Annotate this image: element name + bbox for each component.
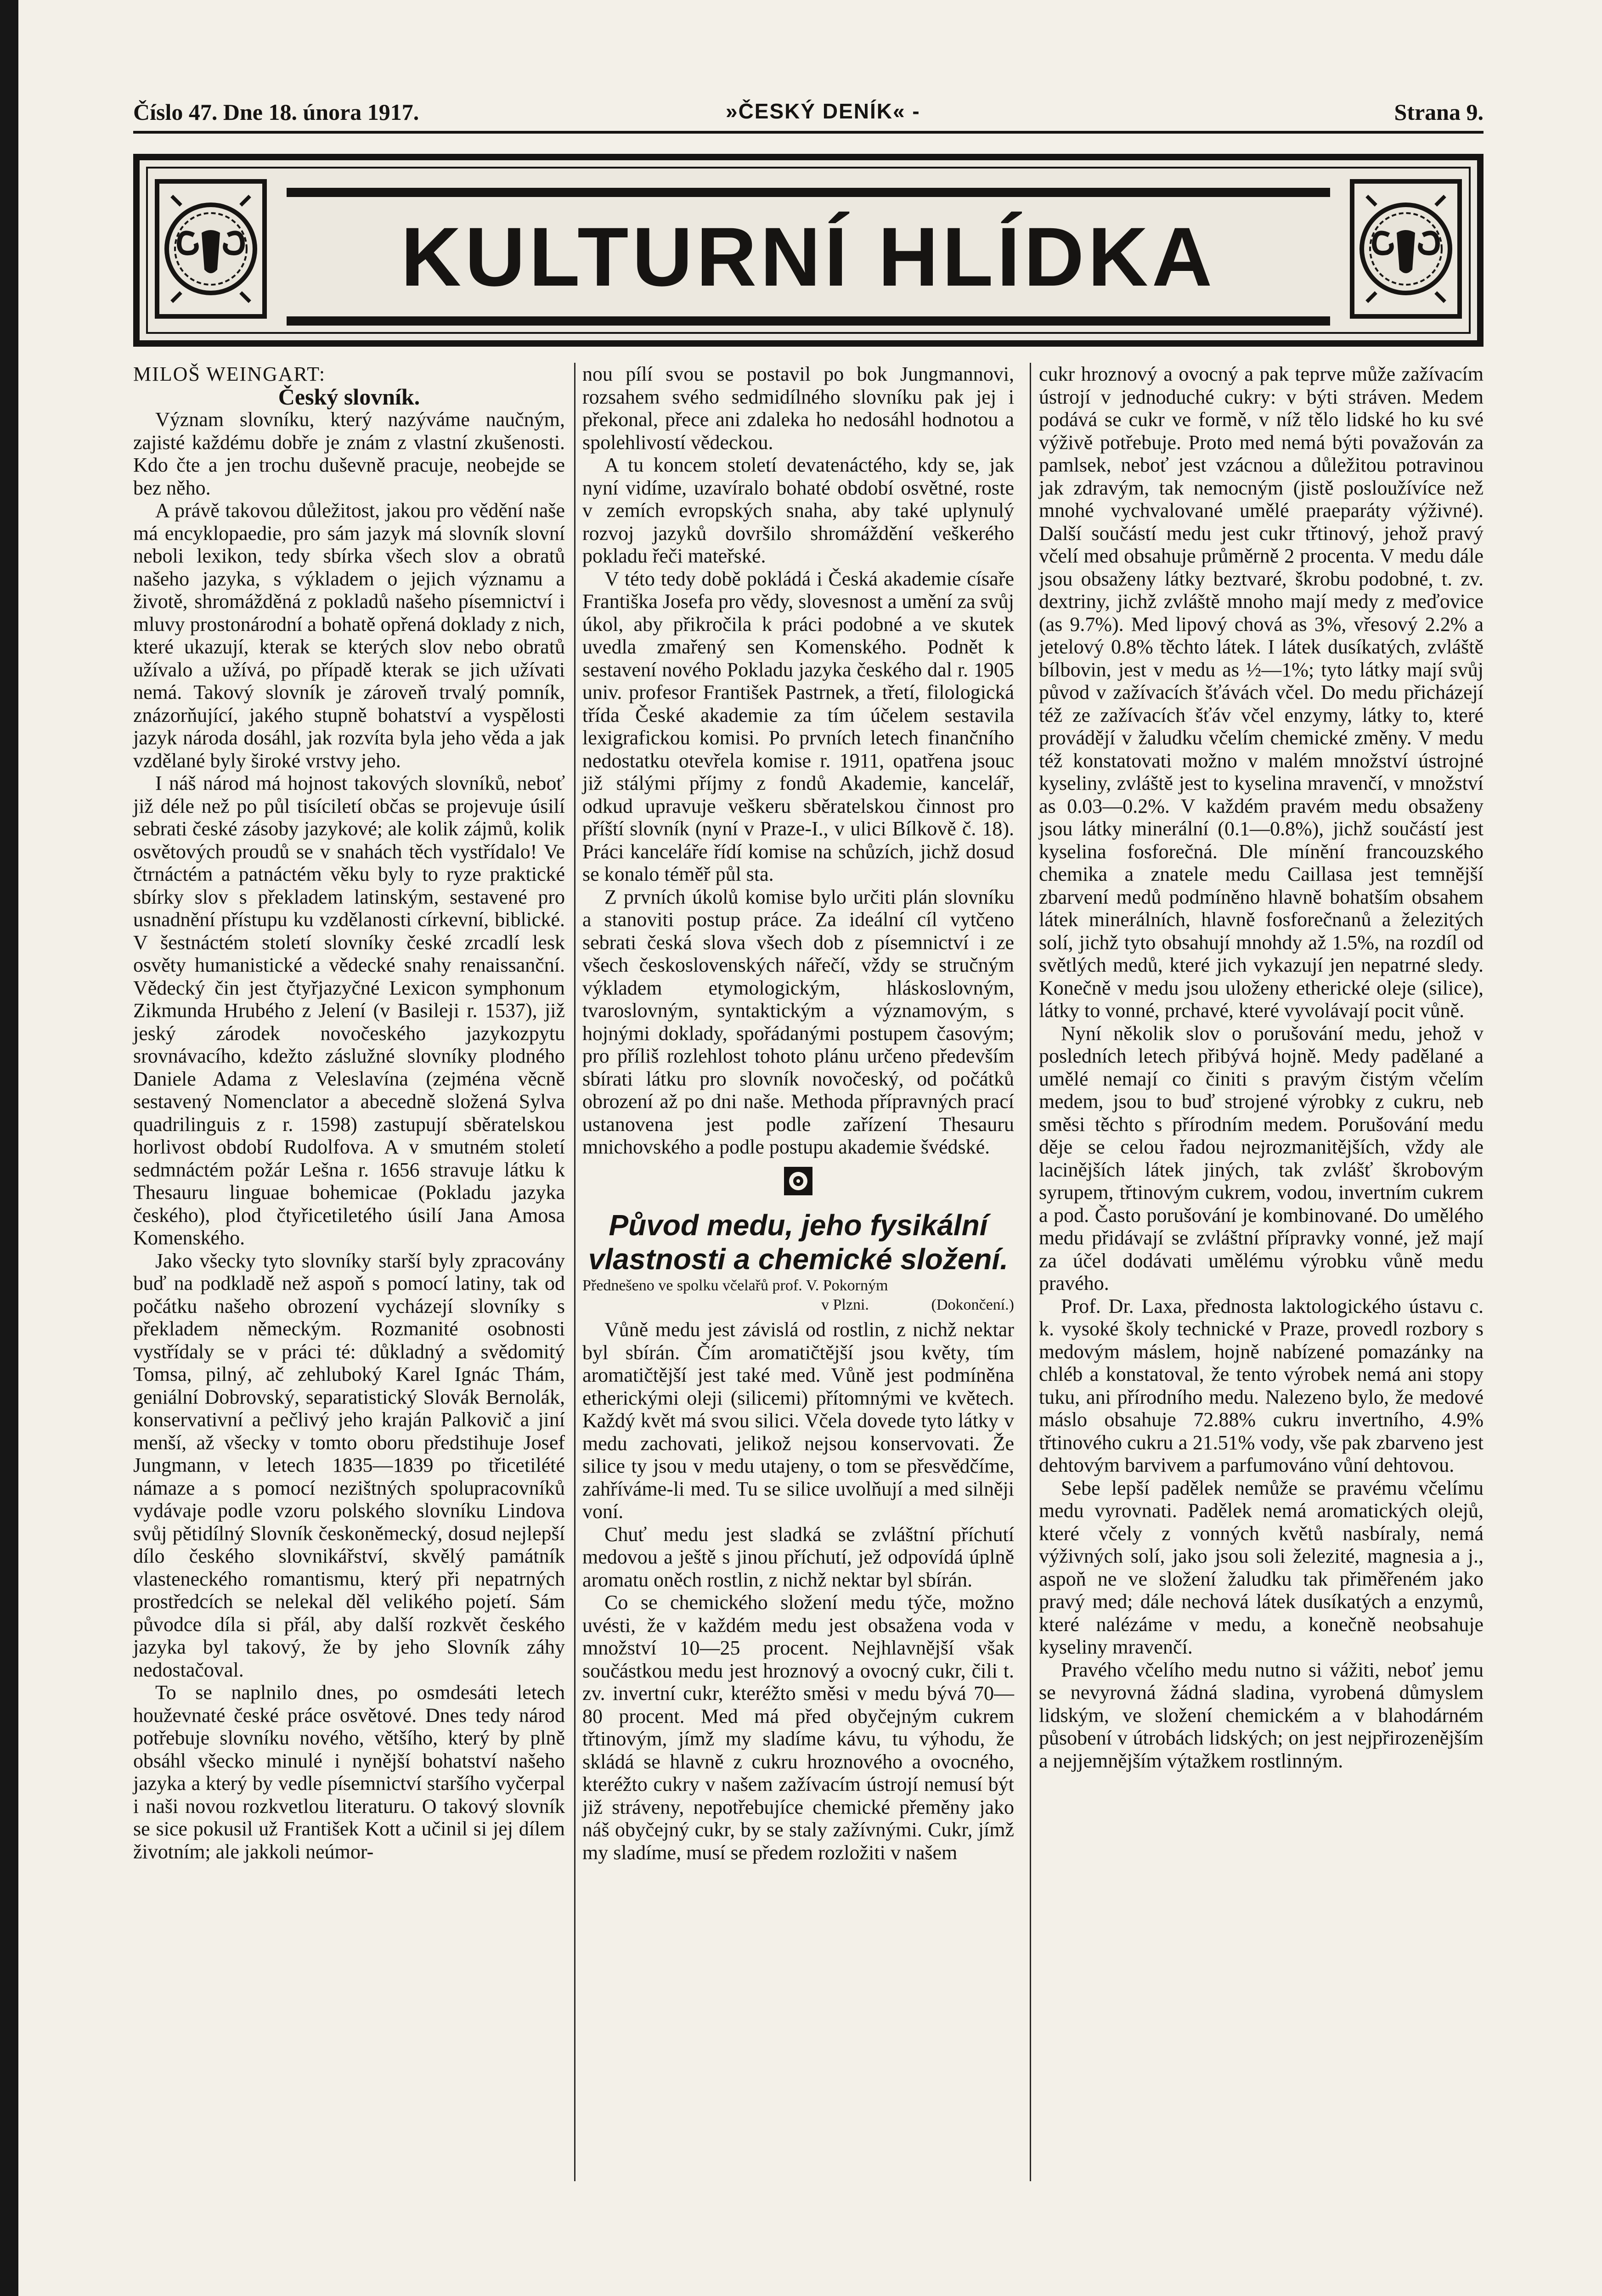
banner-title-band [287,188,1330,326]
article-paragraph: Sebe lepší padělek nemůže se pravému včelímu medu vyrovnati. Padělek nemá aromatických olejů, které včely z vonných květů nasbíraly, nemá výživných solí, jako jsou soli železité, magnesia a j., aspoň ne ve složení žaludku tak přiměřeném jako pravý med; dále nechová látek dusíkatých a enzymů, které nalézáme v medu, a konečně neobsahuje kyseliny mravenčí. [1039,1476,1484,1658]
article-paragraph: Co se chemického složení medu týče, možno uvésti, že v každém medu jest obsažena voda v množství 10—25 procent. Nejhlavnější však součástkou medu jest hroznový a ovocný cukr, čili t. zv. invertní cukr, kteréžto směsi v medu bývá 70—80 procent. Med má před obyčejným cukrem třtinovým, jímž my sladíme kávu, tu výhodu, že skládá se hlavně z cukru hroznového a ovocného, kteréžto cukry v našem zažívacím ústrojí nemusí být již stráveny, nepotřebujíce chemické přeměny jako náš obyčejný cukr, by se staly zažívnými. Cukr, jímž my sladíme, musí se předem rozložiti v našem [582,1591,1014,1864]
page-header [133,94,1484,131]
section-banner [133,154,1484,347]
column-3 [1039,363,1484,1772]
page-number: Strana 9. [1394,99,1484,125]
article-paragraph: Vůně medu jest závislá od rostlin, z nichž nektar byl sbírán. Čím aromatičtější jsou květy, tím aromatičtější jest také med. Vůně jest podmíněna etherickými oleji (silicemi) přítomnými ve květech. Každý květ má svou silici. Včela dovede tyto látky v medu zachovati, jelikož nejsou konservovati. Že silice ty jsou v medu utajeny, o tom se přesvědčíme, zahříváme-li med. Tu se silice uvolňují a med silněji voní. [582,1318,1014,1523]
square-ornament-icon [782,1165,814,1197]
ram-emblem-icon [153,178,268,320]
article-paragraph: Prof. Dr. Laxa, přednosta laktologického ústavu c. k. vysoké školy technické v Praze, provedl rozbory s medovým máslem, hojně nabízené pomazánky na chléb a konstatoval, že tento výrobek nemá ani stopy tuku, ani přírodního medu. Nalezeno bylo, že medové máslo obsahuje 72.88% cukru invertního, 4.9% třtinového cukru a 21.51% vody, vše pak zbarveno jest dehtovým barvivem a parfumováno vůní dehtovou. [1039,1294,1484,1476]
ram-emblem-icon [1348,178,1463,320]
continuation-note: (Dokončení.) [931,1296,1014,1313]
article-paragraph: A tu koncem století devatenáctého, kdy se, jak nyní vidíme, uzavíralo bohaté období osvětné, roste v zemích evropských snaha, aby také uplynulý rozvoj jazyků dovršilo shromáždění veškerého pokladu řeči mateřské. [582,454,1014,567]
article-paragraph: Pravého včelího medu nutno si vážiti, neboť jemu se nevyrovná žádná sladina, vyrobená důmyslem lidským, ve složení chemickém a v blahodárném působení v útrobách lidských; on jest nejpřirozenějším a nejjemnějším výtažkem rostlinným. [1039,1658,1484,1772]
article-paragraph: To se naplnilo dnes, po osmdesáti letech houževnaté české práce osvětové. Dnes tedy národ potřebuje slovníku nového, většího, který by plně obsáhl všecko minulé i nynější bohatství našeho jazyka a který by vedle písemnictví staršího vyčerpal i naši novou rozkvetlou literaturu. O takový slovník se sice pokusil už František Kott a učinil si jej dílem životním; ale jakkoli neúmor- [133,1681,565,1863]
issue-date: Číslo 47. Dne 18. února 1917. [133,99,419,125]
column-1 [133,363,565,1863]
lecture-line: Přednešeno ve spolku včelařů prof. V. Pokorným [582,1277,888,1294]
article-paragraph: cukr hroznový a ovocný a pak teprve může zažívacím ústrojí v jednoduché cukry: v býti stráven. Medem podává se cukr ve formě, v níž tělo lidské ho ku své výživě potřebuje. Proto med nemá býti považován za pamlsek, neboť jest vzácnou a důležitou potravinou jak zdravým, tak nemocným (jistě posloužívíce než mnohé vychvalované umělé praeparáty výživné). Další součástí medu jest cukr třtinový, jehož pravý včelí med obsahuje průměrně 2 procenta. V medu dále jsou obsaženy látky beztvaré, škrobu podobné, t. zv. dextriny, jichž zvláště mnoho mají medy z meďovice (as 9.7%). Med lipový chová as 3%, vřesový 2.2% a jetelový 0.8% těchto látek. I látek dusíkatých, zvláště bílbovin, jest v medu as ½—1%; tyto látky mají svůj původ v zažívacích šťávách včel. Do medu přicházejí též ze zažívacích šťáv včel enzymy, látky to, které provádějí v žaludku včelím chemické změny. V medu též konstatovati možno v malém množství ústrojné kyseliny, zvláště jest to kyselina mravenčí, v množství as 0.03—0.2%. V každém pravém medu obsaženy jsou látky minerální (0.1—0.8%), jichž součástí jest kyselina fosforečná. Dle mínění francouzského chemika a znatele medu Caillasa jest temnější zbarvení medů podmíněno hlavně bohatším obsahem látek minerálních, hlavně fosforečnanů a železitých solí, jichž tyto obsahují mnohdy až 1.5%, na rozdíl od světlých medů, které jich vykazují jen nepatrné sledy. Konečně v medu jsou uloženy etherické oleje (silice), látky to vonné, prchavé, které vyvolávají pocit vůně. [1039,363,1484,1022]
column-rule [574,363,575,2181]
column-rule [1030,363,1031,2181]
article-paragraph: Z prvních úkolů komise bylo určiti plán slovníku a stanoviti postup práce. Za ideální cíl vytčeno sebrati česká slova všech dob z písemnictví i ze všech československých nářečí, vždy se stručným výkladem etymologickým, hláskoslovným, tvaroslovným, syntaktickým a významovým, s hojnými doklady, spořádanými postupem časovým; pro příliš rozlehlost tohoto plánu určeno především sbírati látku pro slovník novočeský, od počátků obrození až po dni naše. Methoda přípravných prací ustanovena jest podle zařízení Thesauru mnichovského a podle postupu akademie švédské. [582,885,1014,1158]
article-paragraph: Chuť medu jest sladká se zvláštní příchutí medovou a ještě s jinou příchutí, jež odpovídá úplně aromatu oněch rostlin, z nichž nektar byl sbírán. [582,1523,1014,1591]
section-ornament [582,1165,1014,1202]
scan-edge [0,0,18,2296]
lecture-note [582,1276,1014,1315]
section-title: KULTURNÍ HLÍDKA [400,210,1216,304]
article-paragraph: nou pílí svou se postavil po bok Jungmannovi, rozsahem svého sedmidílného slovníku pak jej i překonal, přece ani zdaleka ho nedosáhl hodnotou a spolehlivostí vědeckou. [582,363,1014,454]
article-paragraph: V této tedy době pokládá i Česká akademie císaře Františka Josefa pro vědy, slovesnost a umění za svůj úkol, aby přikročila k práci podobné a ve skutek uvedla zmařený sen Komenského. Podnět k sestavení nového Pokladu jazyka českého dal r. 1905 univ. profesor František Pastrnek, a třetí, filologická třída České akademie za tím účelem sestavila lexigrafickou komisi. Po prvních letech finančního nedostatku otevřela komise r. 1911, opatřena jsouc již stálými příjmy z fondů Akademie, kancelář, odkud upravuje veškeru sběratelskou činnost pro příští slovník (nyní v Praze-I., v ulici Bílkově č. 18). Práci kanceláře řídí komise na schůzích, jichž dosud se konalo téměř půl sta. [582,567,1014,885]
column-2 [582,363,1014,1864]
article-title: Český slovník. [278,383,420,410]
article-paragraph: Jako všecky tyto slovníky starší byly zpracovány buď na podkladě než aspoň s pomocí latiny, tak od počátku našeho obrození vycházejí slovníky s překladem německým. Rozmanité osobnosti vystřídaly se v práci té: důkladný a svědomitý Tomsa, pilný, ač zehluboký Karel Ignác Thám, geniální Dobrovský, separatistický Slovák Bernolák, konservativní a pečlivý jeho kraján Palkovič a jiní menší, až všecky v tomto oboru předstihuje Josef Jungmann, v letech 1835—1839 po třicetilété námaze a s pomocí nezištných spolupracovníků vydávaje podle vzoru polského slovníku Lindova svůj pětidílný Slovník českoněmecký, dosud nejlepší dílo českého slovnikářství, skvělý památník vlasteneckého romantismu, který při nepatrných prostředcích se nelekal děl velikého pojetí. Sám původce díla si přál, aby další rozkvět českého jazyka byl takový, že by jeho Slovník záhy nedostačoval. [133,1249,565,1681]
article-paragraph: Význam slovníku, který nazýváme naučným, zajisté každému dobře je znám z vlastní zkušenosti. Kdo čte a jen trochu duševně pracuje, neobejde se bez něho. [133,408,565,499]
article-title: Původ medu, jeho fysikální vlastnosti a chemické složení. [588,1209,1009,1276]
newspaper-name: »ČESKÝ DENÍK« - [726,99,920,123]
lecture-place: v Plzni. [821,1296,869,1313]
article-byline: MILOŠ WEINGART: [133,363,326,385]
header-rule [133,131,1484,134]
article-paragraph: I náš národ má hojnost takových slovníků, neboť již déle než po půl tisíciletí občas se projevuje úsilí sebrati české zásoby jazykové; ale kolik zájmů, kolik osvětových proudů se v snahách těch vystřídalo! Ve čtrnáctém a patnáctém věku byly to ryze praktické sbírky slov s překladem latinským, sestavené pro usnadnění přístupu ku vzdělanosti církevní, biblické. V šestnáctém století slovníky české zrcadlí lesk osvěty humanistické a vědecké snahy renaissanční. Vědecký čin jest čtyřjazyčné Lexicon symphonum Zikmunda Hrubého z Jelení (v Basileji r. 1537), již jeský zárodek novočeského jazykozpytu srovnávacího, kdežto záslužné slovníky plodného Daniele Adama z Veleslavína (zejména věcně sestavený Nomenclator a abecedně složená Sylva quadrilinguis z r. 1598) zastupují sběratelskou horlivost období Rudolfova. A v smutném století sedmnáctém požár Lešna r. 1656 stravuje látku k Thesauru linguae bohemicae (Pokladu jazyka českého), plod čtyřicetiletého úsilí Jana Amosa Komenského. [133,772,565,1249]
article-paragraph: Nyní několik slov o porušování medu, jehož v posledních letech přibývá hojně. Medy padělané a umělé nemají co činiti s pravým čistým včelím medem, jsou to buď strojené výrobky z cukru, neb směsi těchto s přírodním medem. Porušování medu děje se celou řadou nejrozmanitějších, vždy ale lacinějších látek jiných, tak zvlášť škrobovým syrupem, třtinovým cukrem, vodou, invertním cukrem a pod. Často porušování je kombinované. Do umělého medu přidávají se zvláštní přípravky vonné, jež mají za účel dodávati umělému výrobku vůně medu pravého. [1039,1022,1484,1294]
article-paragraph: A právě takovou důležitost, jakou pro vědění naše má encyklopaedie, pro sám jazyk má slovník slovní neboli lexikon, tedy sbírka všech slov a obratů našeho jazyka, s výkladem o jejich významu a životě, shromážděná z pokladů našeho písemnictví i mluvy prostonárodní a bohatě opřená doklady z nich, které ukazují, kterak se kterých slov nebo obratů užívalo a užívá, po případě kterak se jich užívati nemá. Takový slovník je zároveň trvalý pomník, znázorňující, jakého stupně bohatství a vyspělosti jazyk národa dosáhl, jak rozvíta byla jeho věda a jak vzdělané byly široké vrstvy jeho. [133,499,565,772]
